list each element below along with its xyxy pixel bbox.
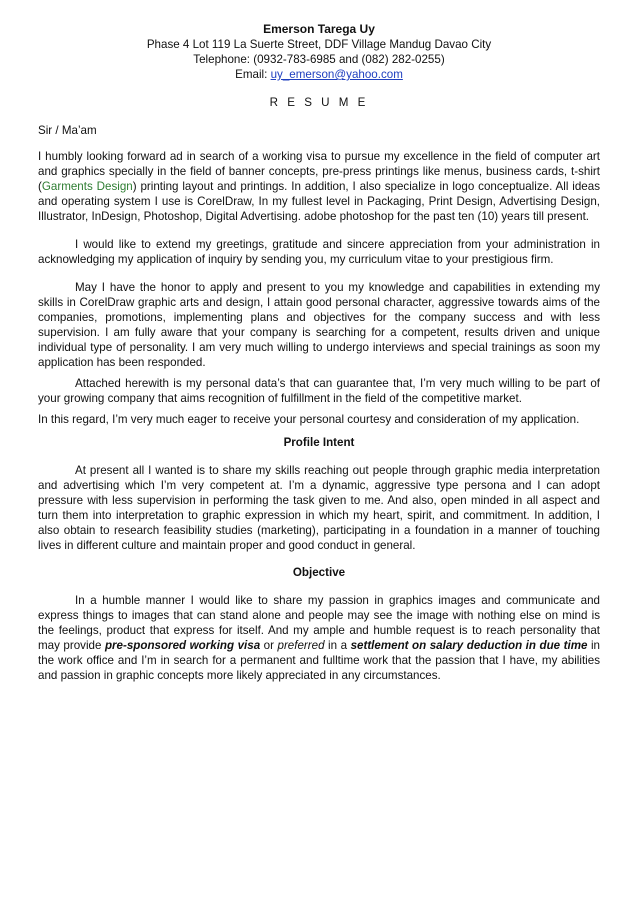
garments-design-highlight: Garments Design — [41, 180, 133, 193]
objective-paragraph — [38, 593, 600, 683]
objective-heading: Objective — [292, 566, 346, 579]
objective-text-2: or — [260, 639, 278, 652]
intro-paragraph — [38, 149, 600, 224]
regard-paragraph: In this regard, I’m very much eager to receive your personal courtesy and consideration of my application. — [38, 413, 580, 426]
email-link[interactable]: uy_emerson@yahoo.com — [270, 68, 403, 81]
email-line — [38, 67, 600, 82]
email-label: Email: — [235, 68, 271, 81]
preferred-emphasis: preferred — [277, 639, 325, 652]
attached-paragraph: Attached herewith is my personal data’s that can guarantee that, I’m very much willing to be part of your growing company that aims recognition of fulfillment in the field of the competitive market. — [38, 377, 600, 405]
honor-paragraph: May I have the honor to apply and present to you my knowledge and capabilities in extending my skills in CorelDraw graphic arts and design, I attain good personal character, aggressive towards aims of the companies, promotions, implementing plans and objectives for the company success and with less supervision. I am fully aware that your company is searching for a competent, results driven and unique individual type of personality. I am very much willing to undergo interviews and special trainings as soon my application has been responded. — [38, 281, 600, 369]
salutation: Sir / Ma’am — [38, 124, 97, 137]
profile-intent-paragraph: At present all I wanted is to share my skills reaching out people through graphic media interpretation and advertising which I’m very competent at. I’m a dynamic, aggressive type persona and I can adopt pressure with less supervision in performing the task given to me. And also, open minded in all aspect and turn them into interpretation to graphic expression in which my heart, spirit, and commitment. In addition, I also obtain to research feasibility studies (marketing), participating in a foundation in a manner of touching lives in different culture and maintain proper and good conduct in general. — [38, 464, 600, 552]
contact-header — [38, 22, 600, 82]
applicant-name: Emerson Tarega Uy — [263, 22, 375, 36]
pre-sponsored-visa-emphasis: pre-sponsored working visa — [104, 639, 261, 652]
profile-intent-heading: Profile Intent — [283, 436, 355, 449]
objective-text-3: in a — [324, 639, 351, 652]
resume-letter — [38, 22, 600, 683]
intro-text-2: ) printing layout and printings. In addition, I also specialize in logo conceptualize. All ideas and operating system I use is CorelDraw, In my fullest level in Packaging, Print Design, Advertising Design, Illustrator, InDesign, Photoshop, Digital Advertising. adobe photoshop for the past ten (10) years till present. — [38, 180, 600, 223]
resume-title: R E S U M E — [269, 96, 369, 109]
objective-text-1: In a humble manner I would like to share my passion in graphics images and communicate and express things to images that can stand alone and people may see the image with nothing else on mind is the feelings, product that express for itself. And my ample and humble request is to reach personality that may provide — [38, 594, 600, 652]
salary-deduction-emphasis: settlement on salary deduction in due time — [350, 639, 588, 652]
telephone-line: Telephone: (0932-783-6985 and (082) 282-0255) — [193, 53, 445, 66]
intro-text-1: I humbly looking forward ad in search of a working visa to pursue my excellence in the field of computer art and graphics specially in the field of banner concepts, pre-press printings like menus, business cards, t-shirt ( — [38, 150, 600, 193]
address-line: Phase 4 Lot 119 La Suerte Street, DDF Village Mandug Davao City — [146, 38, 492, 51]
objective-text-4: in the work office and I’m in search for a permanent and fulltime work that the passion that I have, my abilities and passion in graphic concepts more likely appreciated in any circumstances. — [38, 639, 600, 682]
greetings-paragraph: I would like to extend my greetings, gratitude and sincere appreciation from your administration in acknowledging my application of inquiry by sending you, my curriculum vitae to your prestigious firm. — [38, 238, 600, 266]
